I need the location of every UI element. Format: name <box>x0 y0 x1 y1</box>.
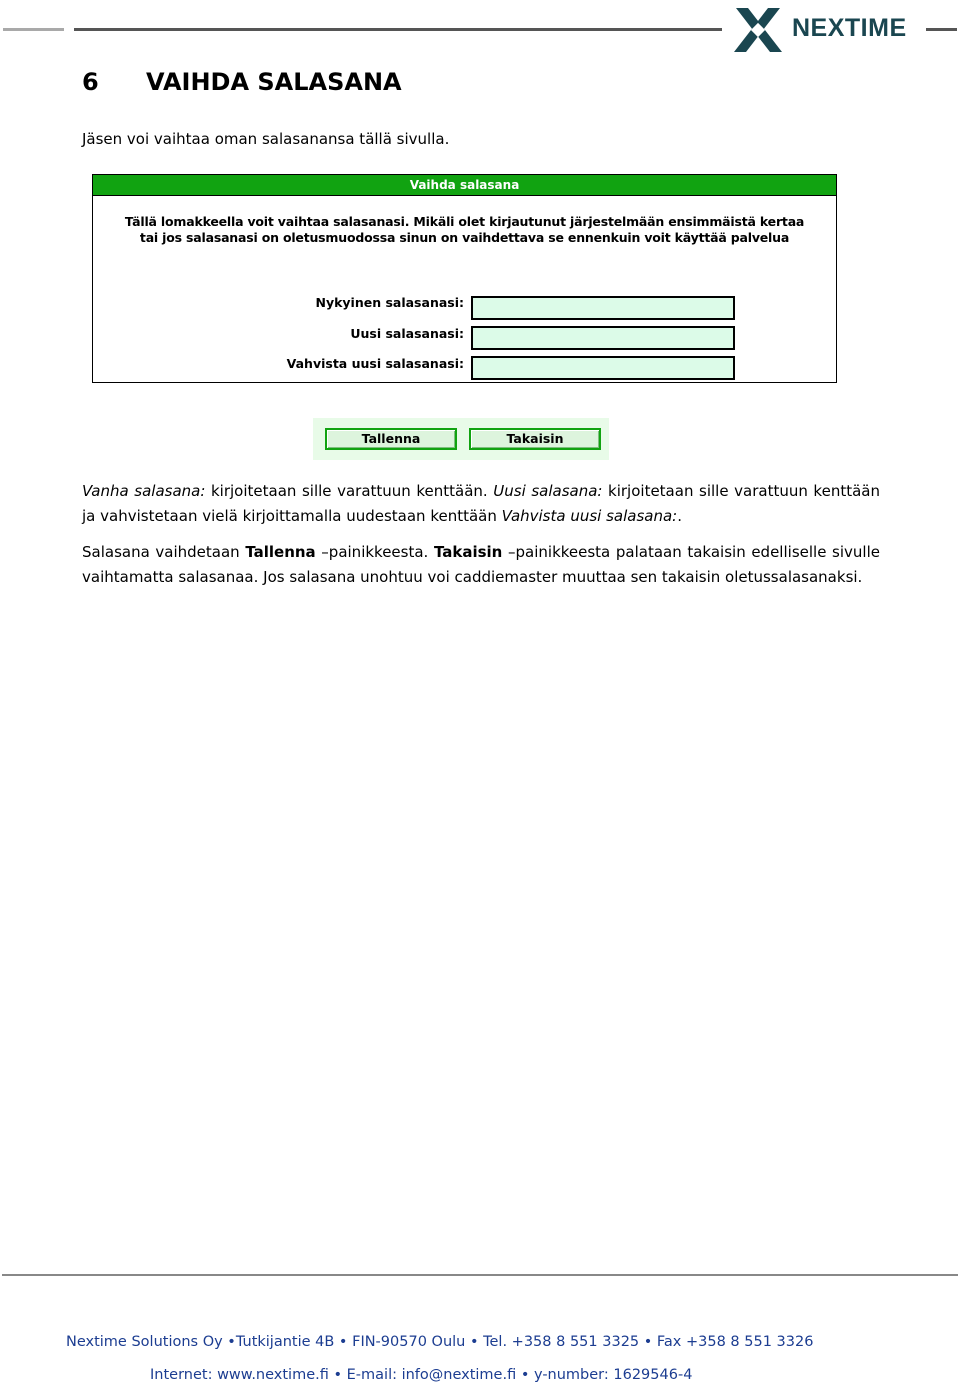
header-rule-right <box>926 28 957 31</box>
intro-text: Jäsen voi vaihtaa oman salasanansa tällä sivulla. <box>82 130 450 148</box>
new-password-label: Uusi salasanasi: <box>350 326 464 341</box>
form-instructions <box>93 214 836 246</box>
form-instructions-line2: tai jos salasanasi on oletusmuodossa sinun on vaihdettava se ennenkuin voit käyttää palvelua <box>139 230 790 245</box>
chapter-number: 6 <box>82 68 99 96</box>
current-password-label: Nykyinen salasanasi: <box>315 295 464 310</box>
form-heading: Vaihda salasana <box>93 175 836 196</box>
header-rule-left <box>3 28 64 31</box>
paragraph-buttons <box>82 540 880 590</box>
paragraph-text: . <box>677 507 683 525</box>
term-back: Takaisin <box>433 543 503 561</box>
confirm-password-input[interactable] <box>471 356 735 380</box>
paragraph-text: –painikkeesta. <box>315 543 434 561</box>
footer-address: Nextime Solutions Oy •Tutkijantie 4B • FIN-90570 Oulu • Tel. +358 8 551 3325 • Fax +358 8 551 3326 <box>66 1334 814 1350</box>
chapter-title: VAIHDA SALASANA <box>146 68 402 96</box>
header-rule-main <box>74 28 722 31</box>
paragraph-text: kirjoitetaan sille varattuun kenttään ja vahvistetaan vielä kirjoittamalla uudestaan kenttään <box>82 482 880 525</box>
change-password-form <box>92 174 837 383</box>
form-button-bar <box>313 418 609 460</box>
logo-wordmark: NEXTIME <box>792 14 907 42</box>
current-password-input[interactable] <box>471 296 735 320</box>
paragraph-text: kirjoitetaan sille varattuun kenttään. <box>205 482 494 500</box>
save-button[interactable]: Tallenna <box>325 428 457 450</box>
term-new-password: Uusi salasana: <box>493 482 603 500</box>
footer-contact: Internet: www.nextime.fi • E-mail: info@nextime.fi • y-number: 1629546-4 <box>150 1367 693 1383</box>
footer-rule <box>2 1274 958 1276</box>
paragraph-fields <box>82 479 880 529</box>
form-instructions-line1: Tällä lomakkeella voit vaihtaa salasanasi. Mikäli olet kirjautunut järjestelmään ensimmäistä kertaa <box>124 214 805 229</box>
back-button[interactable]: Takaisin <box>469 428 601 450</box>
term-old-password: Vanha salasana: <box>82 482 206 500</box>
paragraph-text: Salasana vaihdetaan <box>82 543 246 561</box>
paragraph-text: –painikkeesta palataan takaisin edelliselle sivulle vaihtamatta salasanaa. Jos salasana unohtuu voi caddiemaster muuttaa sen takaisin oletussalasanaksi. <box>82 543 880 586</box>
term-save: Tallenna <box>245 543 316 561</box>
new-password-input[interactable] <box>471 326 735 350</box>
term-confirm-password: Vahvista uusi salasana: <box>501 507 678 525</box>
confirm-password-label: Vahvista uusi salasanasi: <box>286 356 464 371</box>
